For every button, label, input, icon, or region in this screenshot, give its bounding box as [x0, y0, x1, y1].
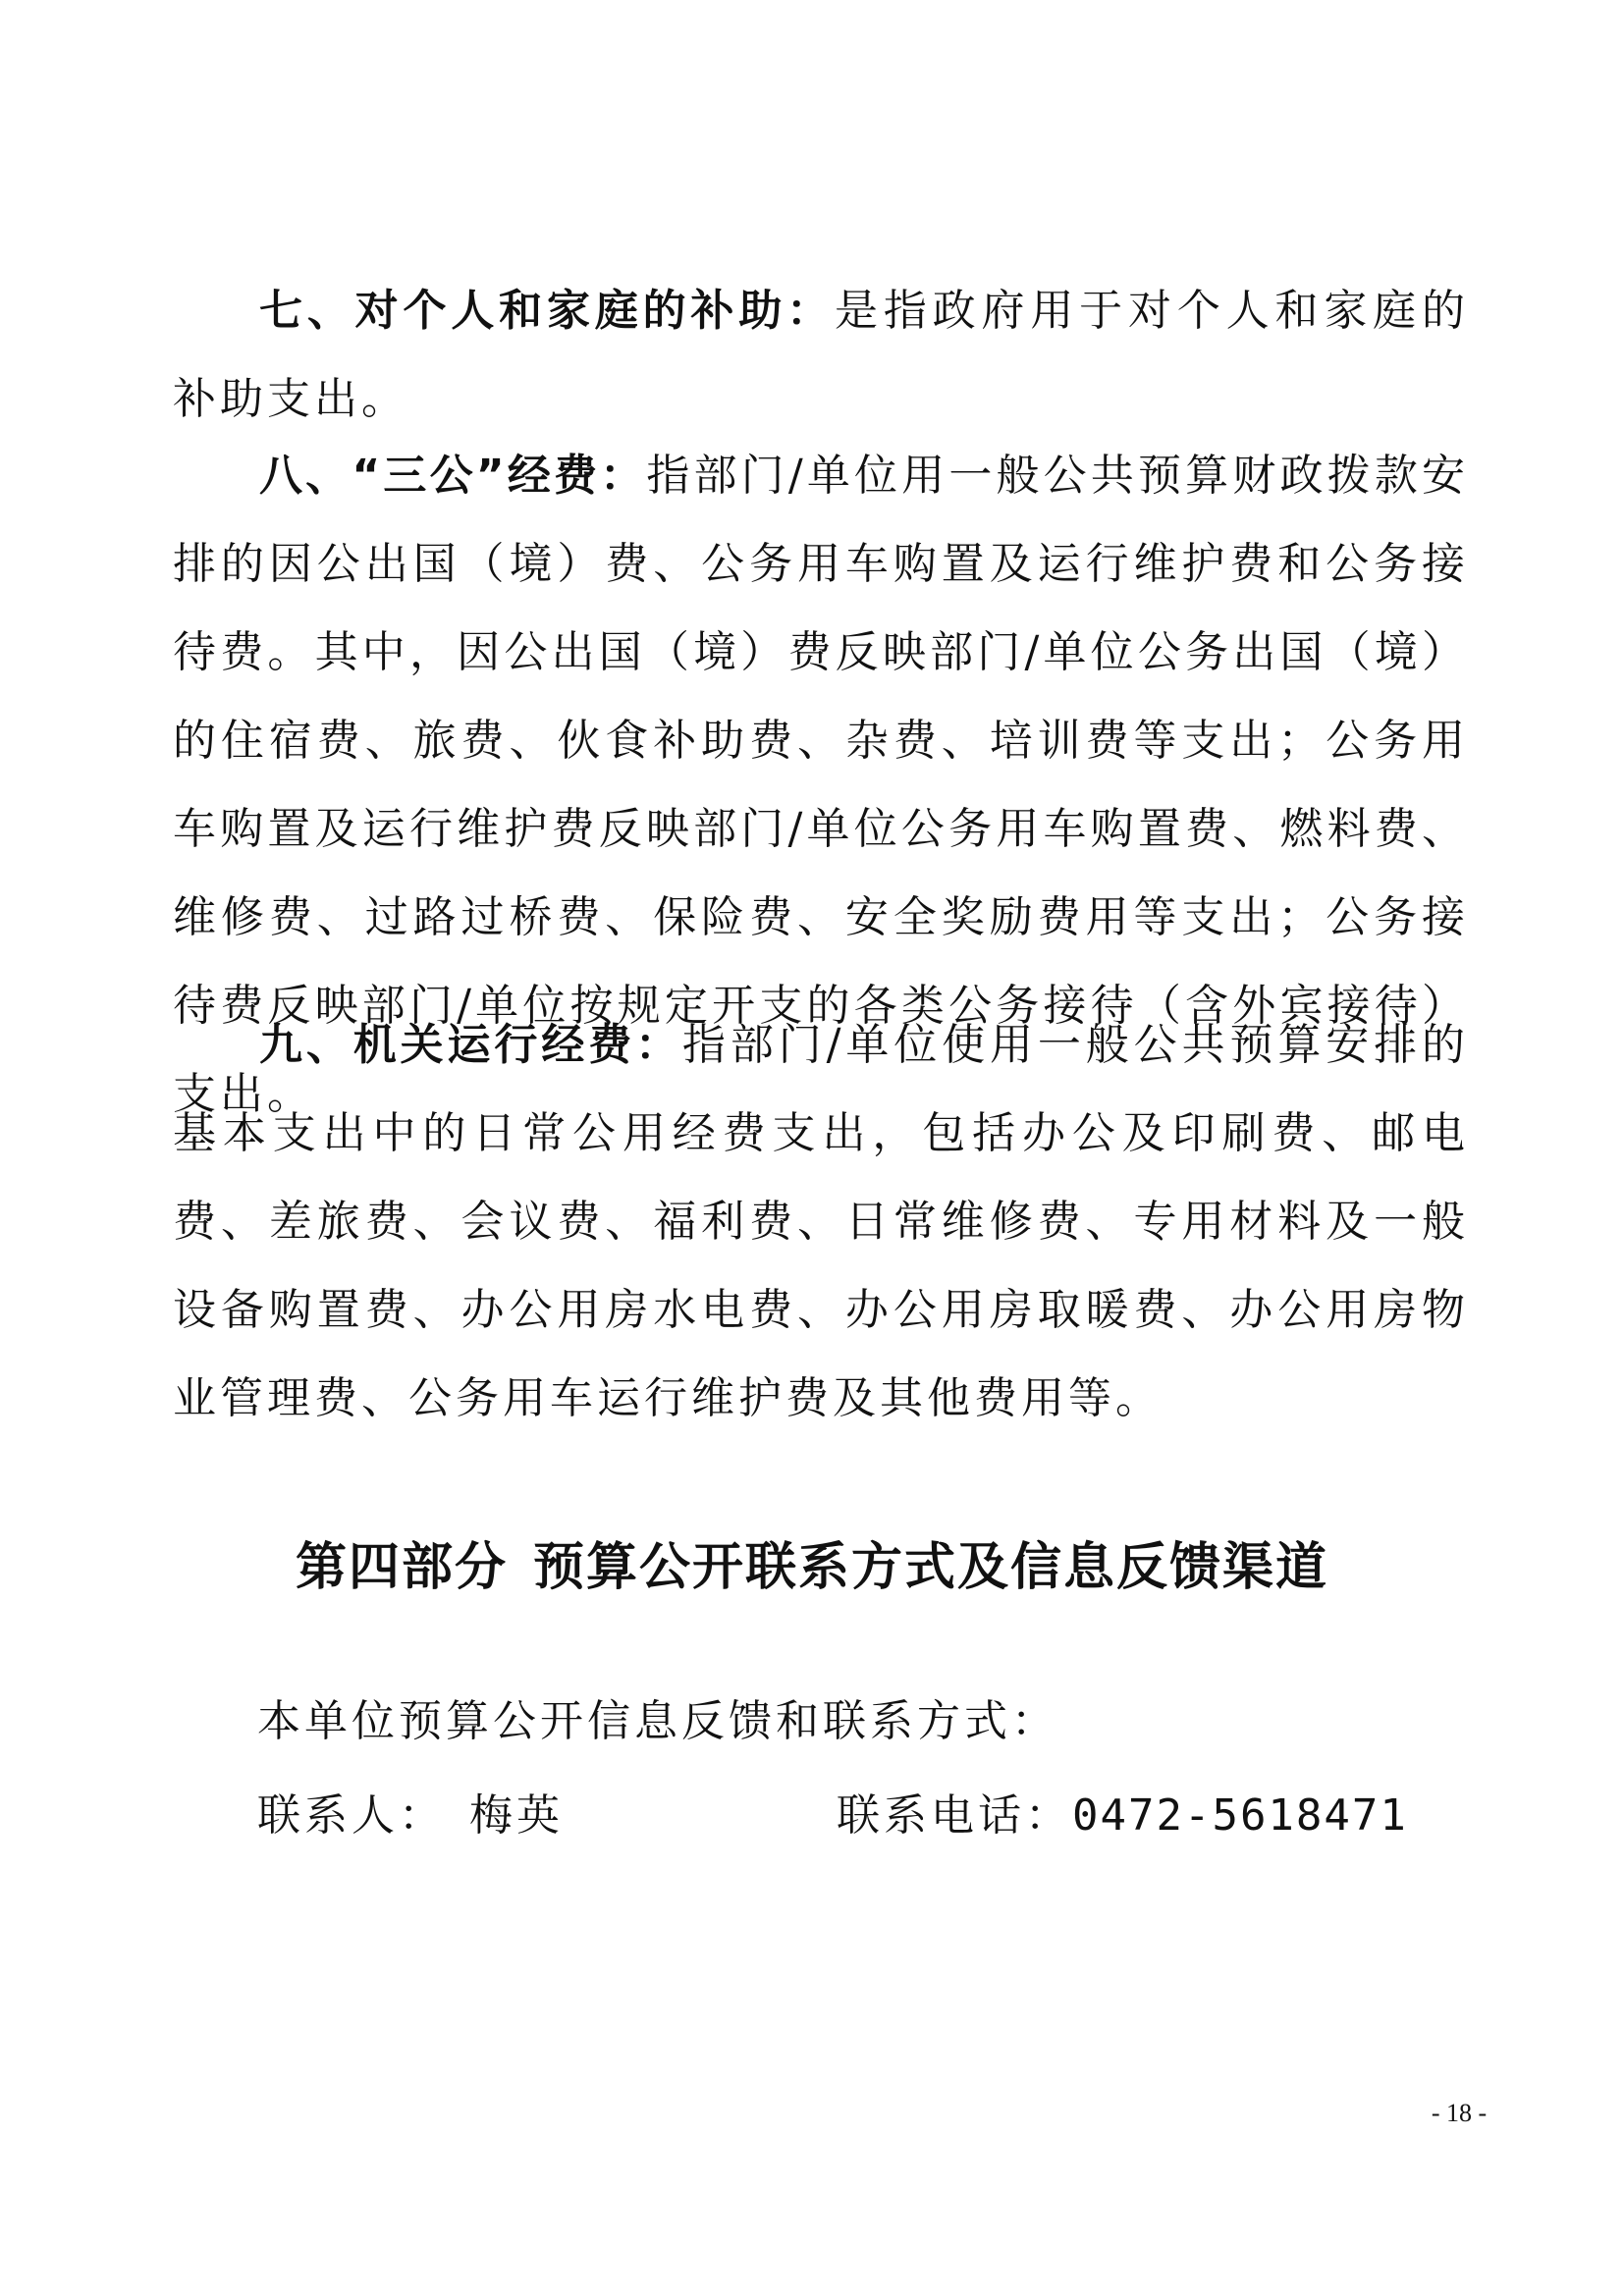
- definition-paragraph-seven: [173, 267, 1469, 444]
- contact-phone-label: 联系电话：: [837, 1790, 1072, 1841]
- contact-phone: [837, 1787, 1408, 1845]
- definition-term: 七、对个人和家庭的补助：: [259, 286, 835, 336]
- definition-term: 八、“三公”经费：: [259, 451, 647, 501]
- definition-term: 九、机关运行经费：: [259, 1020, 682, 1070]
- definition-body: 是指政府用于对个人和家庭的补助支出。: [173, 286, 1469, 424]
- definition-paragraph-nine: [173, 1001, 1469, 1443]
- contact-person-name: 梅英: [469, 1790, 564, 1841]
- section-part-label: 第四部分: [295, 1537, 508, 1597]
- contact-phone-number: 0472-5618471: [1072, 1790, 1408, 1841]
- section-title: 预算公开联系方式及信息反馈渠道: [533, 1537, 1329, 1597]
- page-number: - 18 -: [1431, 2099, 1488, 2127]
- definition-body: 指部门/单位使用一般公共预算安排的基本支出中的日常公用经费支出，包括办公及印刷费、邮电费、差旅费、会议费、福利费、日常维修费、专用材料及一般设备购置费、办公用房水电费、办公用房取暖费、办公用房物业管理费、公务用车运行维护费及其他费用等。: [173, 1020, 1469, 1423]
- contact-intro: 本单位预算公开信息反馈和联系方式：: [257, 1696, 1058, 1746]
- contact-details: [257, 1787, 1435, 1845]
- definition-body: 指部门/单位用一般公共预算财政拨款安排的因公出国（境）费、公务用车购置及运行维护费和公务接待费。其中，因公出国（境）费反映部门/单位公务出国（境）的住宿费、旅费、伙食补助费、杂费、培训费等支出；公务用车购置及运行维护费反映部门/单位公务用车购置费、燃料费、维修费、过路过桥费、保险费、安全奖励费用等支出；公务接待费反映部门/单位按规定开支的各类公务接待（含外宾接待）支出。: [173, 451, 1469, 1119]
- contact-person-label: 联系人：: [257, 1790, 446, 1841]
- section-heading: [0, 1533, 1624, 1602]
